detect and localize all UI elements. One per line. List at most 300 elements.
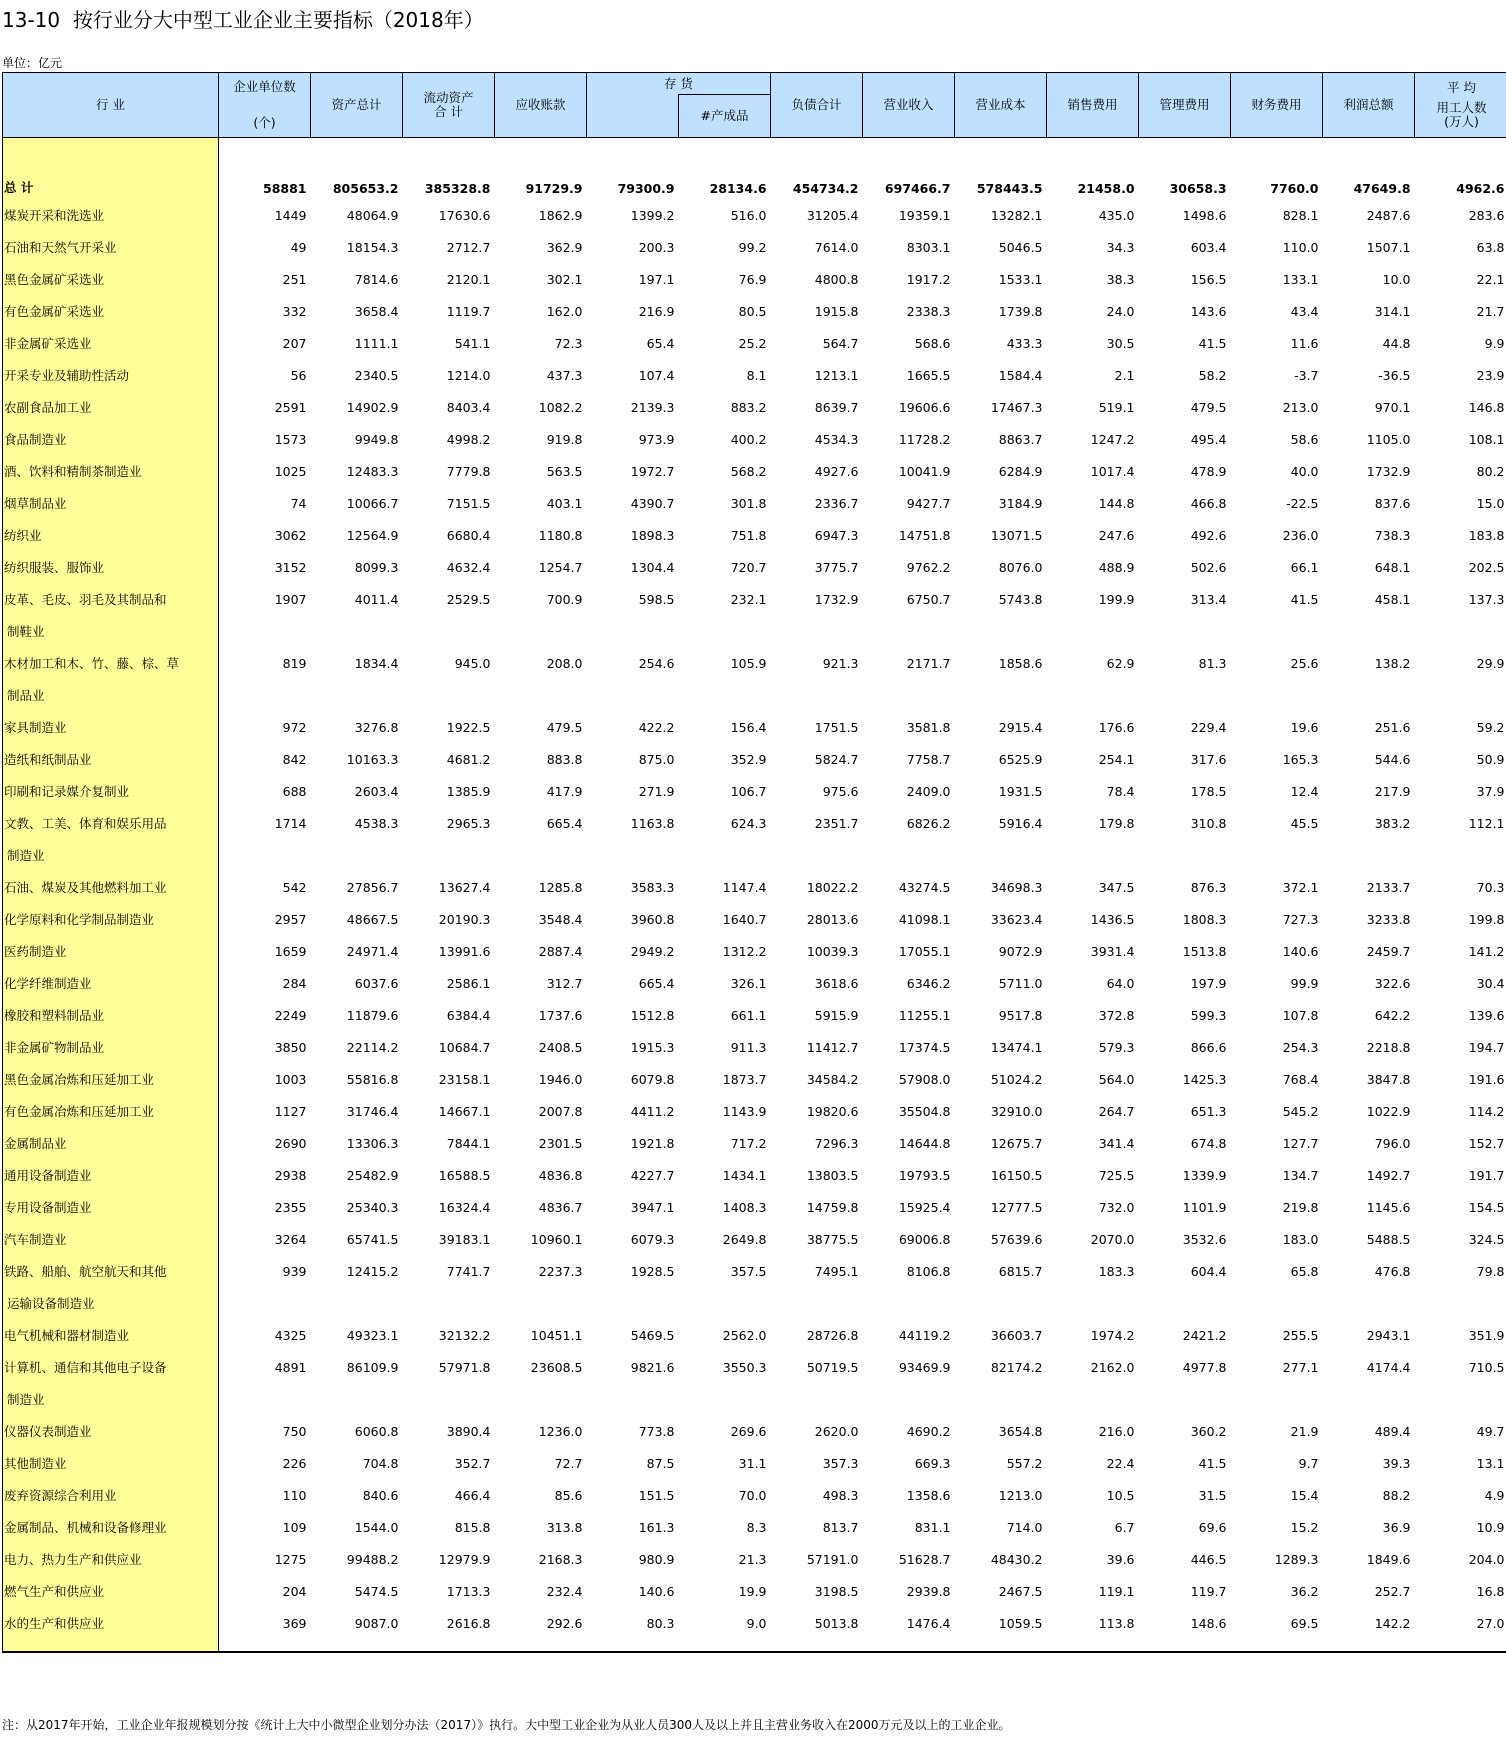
value-cell: 34.3 bbox=[1106, 239, 1135, 255]
value-cell: 2939.8 bbox=[906, 1583, 951, 1599]
value-cell: 3581.8 bbox=[906, 719, 951, 735]
header-liabilities: 负债合计 bbox=[771, 73, 863, 138]
value-cell: 557.2 bbox=[1006, 1455, 1043, 1471]
value-cell: 1163.8 bbox=[630, 815, 675, 831]
value-cell: 1449 bbox=[274, 207, 307, 223]
table-row bbox=[3, 967, 1506, 999]
value-cell: 4325 bbox=[274, 1327, 307, 1343]
value-cell: 2943.1 bbox=[1366, 1327, 1411, 1343]
value-cell: 3947.1 bbox=[630, 1199, 675, 1215]
value-cell: 6060.8 bbox=[354, 1423, 399, 1439]
value-cell: 69.6 bbox=[1198, 1519, 1227, 1535]
table-row bbox=[3, 775, 1506, 807]
empty-cell bbox=[771, 839, 863, 871]
empty-cell bbox=[219, 1639, 311, 1652]
value-cell: 476.8 bbox=[1374, 1263, 1411, 1279]
industry-name: 其他制造业 bbox=[3, 1447, 219, 1479]
value-cell: 277.1 bbox=[1282, 1359, 1319, 1375]
value-cell: 72.7 bbox=[554, 1455, 583, 1471]
empty-cell bbox=[1323, 1639, 1415, 1652]
empty-cell bbox=[1231, 1383, 1323, 1415]
value-cell: 216.0 bbox=[1098, 1423, 1135, 1439]
value-cell: 28726.8 bbox=[806, 1327, 859, 1343]
industry-name: 开采专业及辅助性活动 bbox=[3, 359, 219, 391]
value-cell: 80.3 bbox=[646, 1615, 675, 1631]
value-cell: 2616.8 bbox=[446, 1615, 491, 1631]
value-cell: 2649.8 bbox=[722, 1231, 767, 1247]
value-cell: 3062 bbox=[274, 527, 307, 543]
value-cell: 1713.3 bbox=[446, 1583, 491, 1599]
value-cell: 4174.4 bbox=[1366, 1359, 1411, 1375]
industry-name: 金属制品业 bbox=[3, 1127, 219, 1159]
value-cell: 14751.8 bbox=[898, 527, 951, 543]
industry-name: 酒、饮料和精制茶制造业 bbox=[3, 455, 219, 487]
value-cell: 39.3 bbox=[1382, 1455, 1411, 1471]
value-cell: 14759.8 bbox=[806, 1199, 859, 1215]
value-cell: 15.4 bbox=[1290, 1487, 1319, 1503]
value-cell: 37.9 bbox=[1476, 783, 1505, 799]
empty-cell bbox=[311, 1287, 403, 1319]
value-cell: 45.5 bbox=[1290, 815, 1319, 831]
value-cell: 2408.5 bbox=[538, 1039, 583, 1055]
value-cell: 19793.5 bbox=[898, 1167, 951, 1183]
value-cell: 1059.5 bbox=[998, 1615, 1043, 1631]
value-cell: 1922.5 bbox=[446, 719, 491, 735]
value-cell: 34584.2 bbox=[806, 1071, 859, 1087]
value-cell: 604.4 bbox=[1190, 1263, 1227, 1279]
value-cell: 41.5 bbox=[1198, 335, 1227, 351]
value-cell: 57971.8 bbox=[438, 1359, 491, 1375]
value-cell: 674.8 bbox=[1190, 1135, 1227, 1151]
value-cell: 7614.0 bbox=[814, 239, 859, 255]
value-cell: 79.8 bbox=[1476, 1263, 1505, 1279]
value-cell: 197.1 bbox=[638, 271, 675, 287]
value-cell: 25340.3 bbox=[346, 1199, 399, 1215]
value-cell: 1974.2 bbox=[1090, 1327, 1135, 1343]
value-cell: 19820.6 bbox=[806, 1103, 859, 1119]
value-cell: 2949.2 bbox=[630, 943, 675, 959]
value-cell: 9517.8 bbox=[998, 1007, 1043, 1023]
value-cell: 4927.6 bbox=[814, 463, 859, 479]
industry-name: 电力、热力生产和供应业 bbox=[3, 1543, 219, 1575]
value-cell: 2168.3 bbox=[538, 1551, 583, 1567]
value-cell: 568.6 bbox=[914, 335, 951, 351]
header-assets: 资产总计 bbox=[311, 73, 403, 138]
value-cell: 10.9 bbox=[1476, 1519, 1505, 1535]
value-cell: 921.3 bbox=[822, 655, 859, 671]
value-cell: 7296.3 bbox=[814, 1135, 859, 1151]
value-cell: -3.7 bbox=[1294, 367, 1319, 383]
value-cell: 603.4 bbox=[1190, 239, 1227, 255]
header-units-label: 企业单位数 bbox=[233, 79, 296, 94]
value-cell: 6680.4 bbox=[446, 527, 491, 543]
value-cell: 8106.8 bbox=[906, 1263, 951, 1279]
industry-name: 木材加工和木、竹、藤、棕、草 bbox=[3, 647, 219, 679]
value-cell: 2603.4 bbox=[354, 783, 399, 799]
value-cell: 768.4 bbox=[1282, 1071, 1319, 1087]
value-cell: 114.2 bbox=[1468, 1103, 1505, 1119]
value-cell: 110.0 bbox=[1282, 239, 1319, 255]
value-cell: 322.6 bbox=[1374, 975, 1411, 991]
table-row-continuation bbox=[3, 615, 1506, 647]
value-cell: 197.9 bbox=[1190, 975, 1227, 991]
value-cell: 2139.3 bbox=[630, 399, 675, 415]
value-cell: 661.1 bbox=[730, 1007, 767, 1023]
value-cell: 133.1 bbox=[1282, 271, 1319, 287]
value-cell: 10.0 bbox=[1382, 271, 1411, 287]
value-cell: 162.0 bbox=[546, 303, 583, 319]
value-cell: 208.0 bbox=[546, 655, 583, 671]
value-cell: 624.3 bbox=[730, 815, 767, 831]
table-row-continuation bbox=[3, 1383, 1506, 1415]
value-cell: 43.4 bbox=[1290, 303, 1319, 319]
industry-name: 橡胶和塑料制品业 bbox=[3, 999, 219, 1031]
value-cell: 980.9 bbox=[638, 1551, 675, 1567]
value-cell: 2249 bbox=[274, 1007, 307, 1023]
value-cell: 324.5 bbox=[1468, 1231, 1505, 1247]
value-cell: 38775.5 bbox=[806, 1231, 859, 1247]
value-cell: 72.3 bbox=[554, 335, 583, 351]
header-admin: 管理费用 bbox=[1139, 73, 1231, 138]
value-cell: 142.2 bbox=[1374, 1615, 1411, 1631]
value-cell: 55816.8 bbox=[346, 1071, 399, 1087]
value-cell: 579.3 bbox=[1098, 1039, 1135, 1055]
table-row bbox=[3, 138, 1506, 200]
value-cell: 80.5 bbox=[738, 303, 767, 319]
value-cell: 1640.7 bbox=[722, 911, 767, 927]
value-cell: 3152 bbox=[274, 559, 307, 575]
header-current-assets bbox=[403, 73, 495, 138]
value-cell: 725.5 bbox=[1098, 1167, 1135, 1183]
empty-cell bbox=[1323, 615, 1415, 647]
value-cell: 99.9 bbox=[1290, 975, 1319, 991]
value-cell: 1213.0 bbox=[998, 1487, 1043, 1503]
value-cell: 1862.9 bbox=[538, 207, 583, 223]
value-cell: 3198.5 bbox=[814, 1583, 859, 1599]
value-cell: 27856.7 bbox=[346, 879, 399, 895]
table-row bbox=[3, 1319, 1506, 1351]
value-cell: 360.2 bbox=[1190, 1423, 1227, 1439]
value-cell: 1931.5 bbox=[998, 783, 1043, 799]
value-cell: 200.3 bbox=[638, 239, 675, 255]
value-cell: 57908.0 bbox=[898, 1071, 951, 1087]
value-cell: 972 bbox=[282, 719, 307, 735]
empty-cell bbox=[1323, 679, 1415, 711]
value-cell: 14644.8 bbox=[898, 1135, 951, 1151]
value-cell: 326.1 bbox=[730, 975, 767, 991]
value-cell: 1808.3 bbox=[1182, 911, 1227, 927]
industry-name: 家具制造业 bbox=[3, 711, 219, 743]
value-cell: 10039.3 bbox=[806, 943, 859, 959]
value-cell: 1180.8 bbox=[538, 527, 583, 543]
value-cell: 5046.5 bbox=[998, 239, 1043, 255]
empty-cell bbox=[863, 1383, 955, 1415]
value-cell: 876.3 bbox=[1190, 879, 1227, 895]
value-cell: 495.4 bbox=[1190, 431, 1227, 447]
value-cell: 1915.8 bbox=[814, 303, 859, 319]
value-cell: 7760.0 bbox=[1270, 181, 1319, 196]
value-cell: 81.3 bbox=[1198, 655, 1227, 671]
value-cell: 1972.7 bbox=[630, 463, 675, 479]
value-cell: 82174.2 bbox=[990, 1359, 1043, 1375]
value-cell: 219.8 bbox=[1282, 1199, 1319, 1215]
value-cell: 4962.6 bbox=[1456, 181, 1505, 196]
value-cell: 1584.4 bbox=[998, 367, 1043, 383]
value-cell: 3583.3 bbox=[630, 879, 675, 895]
value-cell: 25.6 bbox=[1290, 655, 1319, 671]
empty-cell bbox=[219, 679, 311, 711]
value-cell: 2218.8 bbox=[1366, 1039, 1411, 1055]
value-cell: 9.7 bbox=[1298, 1455, 1319, 1471]
value-cell: 140.6 bbox=[638, 1583, 675, 1599]
value-cell: 31.1 bbox=[738, 1455, 767, 1471]
value-cell: 32910.0 bbox=[990, 1103, 1043, 1119]
value-cell: 40.0 bbox=[1290, 463, 1319, 479]
value-cell: 1127 bbox=[274, 1103, 307, 1119]
value-cell: 11728.2 bbox=[898, 431, 951, 447]
value-cell: 714.0 bbox=[1006, 1519, 1043, 1535]
empty-cell bbox=[1047, 679, 1139, 711]
value-cell: 2336.7 bbox=[814, 495, 859, 511]
value-cell: 105.9 bbox=[730, 655, 767, 671]
value-cell: 883.2 bbox=[730, 399, 767, 415]
value-cell: 3264 bbox=[274, 1231, 307, 1247]
empty-cell bbox=[1047, 1639, 1139, 1652]
value-cell: 6.7 bbox=[1114, 1519, 1135, 1535]
value-cell: 5743.8 bbox=[998, 591, 1043, 607]
value-cell: 372.1 bbox=[1282, 879, 1319, 895]
table-row bbox=[3, 1127, 1506, 1159]
empty-cell bbox=[1139, 1639, 1231, 1652]
value-cell: 58.2 bbox=[1198, 367, 1227, 383]
value-cell: 8.1 bbox=[746, 367, 767, 383]
value-cell: 383.2 bbox=[1374, 815, 1411, 831]
value-cell: 23158.1 bbox=[438, 1071, 491, 1087]
table-row bbox=[3, 1511, 1506, 1543]
value-cell: 1385.9 bbox=[446, 783, 491, 799]
value-cell: 199.8 bbox=[1468, 911, 1505, 927]
empty-cell bbox=[587, 679, 679, 711]
empty-cell bbox=[495, 1287, 587, 1319]
industry-name: 黑色金属冶炼和压延加工业 bbox=[3, 1063, 219, 1095]
industry-name: 印刷和记录媒介复制业 bbox=[3, 775, 219, 807]
value-cell: 2007.8 bbox=[538, 1103, 583, 1119]
value-cell: 665.4 bbox=[638, 975, 675, 991]
value-cell: 2887.4 bbox=[538, 943, 583, 959]
value-cell: 13.1 bbox=[1476, 1455, 1505, 1471]
value-cell: 21458.0 bbox=[1077, 181, 1135, 196]
value-cell: 8863.7 bbox=[998, 431, 1043, 447]
value-cell: 1917.2 bbox=[906, 271, 951, 287]
value-cell: 6826.2 bbox=[906, 815, 951, 831]
value-cell: 2301.5 bbox=[538, 1135, 583, 1151]
industry-name: 烟草制品业 bbox=[3, 487, 219, 519]
value-cell: 23.9 bbox=[1476, 367, 1505, 383]
industry-name-continuation: 制鞋业 bbox=[3, 615, 219, 647]
empty-cell bbox=[403, 615, 495, 647]
value-cell: 1512.8 bbox=[630, 1007, 675, 1023]
value-cell: 314.1 bbox=[1374, 303, 1411, 319]
empty-cell bbox=[587, 839, 679, 871]
empty-cell bbox=[1231, 679, 1323, 711]
value-cell: 3550.3 bbox=[722, 1359, 767, 1375]
value-cell: 479.5 bbox=[546, 719, 583, 735]
value-cell: 232.4 bbox=[546, 1583, 583, 1599]
value-cell: 78.4 bbox=[1106, 783, 1135, 799]
industry-name: 食品制造业 bbox=[3, 423, 219, 455]
value-cell: 8403.4 bbox=[446, 399, 491, 415]
value-cell: 2938 bbox=[274, 1167, 307, 1183]
empty-cell bbox=[771, 1287, 863, 1319]
value-cell: 58881 bbox=[263, 181, 307, 196]
empty-cell bbox=[863, 839, 955, 871]
value-cell: 4538.3 bbox=[354, 815, 399, 831]
value-cell: 651.3 bbox=[1190, 1103, 1227, 1119]
industry-name: 煤炭开采和洗选业 bbox=[3, 199, 219, 231]
value-cell: 178.5 bbox=[1190, 783, 1227, 799]
value-cell: 127.7 bbox=[1282, 1135, 1319, 1151]
value-cell: 47649.8 bbox=[1353, 181, 1411, 196]
table-body bbox=[3, 138, 1506, 1653]
value-cell: 191.6 bbox=[1468, 1071, 1505, 1087]
value-cell: 1312.2 bbox=[722, 943, 767, 959]
value-cell: 1714 bbox=[274, 815, 307, 831]
value-cell: 191.7 bbox=[1468, 1167, 1505, 1183]
value-cell: 1732.9 bbox=[814, 591, 859, 607]
value-cell: 10960.1 bbox=[530, 1231, 583, 1247]
value-cell: 446.5 bbox=[1190, 1551, 1227, 1567]
value-cell: 837.6 bbox=[1374, 495, 1411, 511]
value-cell: 144.8 bbox=[1098, 495, 1135, 511]
value-cell: 57191.0 bbox=[806, 1551, 859, 1567]
header-current-assets-line2: 合 计 bbox=[434, 104, 463, 119]
value-cell: 2237.3 bbox=[538, 1263, 583, 1279]
value-cell: 183.3 bbox=[1098, 1263, 1135, 1279]
value-cell: 11255.1 bbox=[898, 1007, 951, 1023]
value-cell: 1025 bbox=[274, 463, 307, 479]
value-cell: 564.0 bbox=[1098, 1071, 1135, 1087]
empty-cell bbox=[1323, 1287, 1415, 1319]
empty-cell bbox=[955, 1639, 1047, 1652]
value-cell: 352.7 bbox=[454, 1455, 491, 1471]
value-cell: 1915.3 bbox=[630, 1039, 675, 1055]
value-cell: 19606.6 bbox=[898, 399, 951, 415]
value-cell: 7844.1 bbox=[446, 1135, 491, 1151]
value-cell: 313.4 bbox=[1190, 591, 1227, 607]
value-cell: 1921.8 bbox=[630, 1135, 675, 1151]
value-cell: 4836.8 bbox=[538, 1167, 583, 1183]
empty-cell bbox=[771, 1639, 863, 1652]
industry-name: 金属制品、机械和设备修理业 bbox=[3, 1511, 219, 1543]
value-cell: 347.5 bbox=[1098, 879, 1135, 895]
value-cell: 4800.8 bbox=[814, 271, 859, 287]
value-cell: 8.3 bbox=[746, 1519, 767, 1535]
value-cell: 11879.6 bbox=[346, 1007, 399, 1023]
value-cell: 1873.7 bbox=[722, 1071, 767, 1087]
header-workers-line1: 平 均 bbox=[1447, 80, 1476, 95]
value-cell: 271.9 bbox=[638, 783, 675, 799]
value-cell: 1254.7 bbox=[538, 559, 583, 575]
value-cell: 85.6 bbox=[554, 1487, 583, 1503]
empty-cell bbox=[219, 1383, 311, 1415]
value-cell: 1907 bbox=[274, 591, 307, 607]
value-cell: 13991.6 bbox=[438, 943, 491, 959]
empty-cell bbox=[495, 679, 587, 711]
value-cell: 70.0 bbox=[738, 1487, 767, 1503]
value-cell: 1492.7 bbox=[1366, 1167, 1411, 1183]
value-cell: 840.6 bbox=[362, 1487, 399, 1503]
value-cell: 251.6 bbox=[1374, 719, 1411, 735]
value-cell: 51628.7 bbox=[898, 1551, 951, 1567]
value-cell: 139.6 bbox=[1468, 1007, 1505, 1023]
value-cell: 50.9 bbox=[1476, 751, 1505, 767]
empty-cell bbox=[587, 615, 679, 647]
value-cell: 106.7 bbox=[730, 783, 767, 799]
value-cell: 22114.2 bbox=[346, 1039, 399, 1055]
industry-name: 非金属矿物制品业 bbox=[3, 1031, 219, 1063]
value-cell: 1751.5 bbox=[814, 719, 859, 735]
value-cell: 24.0 bbox=[1106, 303, 1135, 319]
value-cell: 119.1 bbox=[1098, 1583, 1135, 1599]
value-cell: 351.9 bbox=[1468, 1327, 1505, 1343]
empty-cell bbox=[403, 1287, 495, 1319]
value-cell: 437.3 bbox=[546, 367, 583, 383]
header-selling: 销售费用 bbox=[1047, 73, 1139, 138]
table-row-continuation bbox=[3, 839, 1506, 871]
value-cell: 563.5 bbox=[546, 463, 583, 479]
value-cell: 3548.4 bbox=[538, 911, 583, 927]
value-cell: 1436.5 bbox=[1090, 911, 1135, 927]
value-cell: 2351.7 bbox=[814, 815, 859, 831]
value-cell: 1105.0 bbox=[1366, 431, 1411, 447]
value-cell: 1143.9 bbox=[722, 1103, 767, 1119]
value-cell: 369 bbox=[282, 1615, 307, 1631]
value-cell: 1358.6 bbox=[906, 1487, 951, 1503]
value-cell: 598.5 bbox=[638, 591, 675, 607]
value-cell: 119.7 bbox=[1190, 1583, 1227, 1599]
value-cell: 7779.8 bbox=[446, 463, 491, 479]
value-cell: 1434.1 bbox=[722, 1167, 767, 1183]
value-cell: 9821.6 bbox=[630, 1359, 675, 1375]
table-row bbox=[3, 935, 1506, 967]
value-cell: 25.2 bbox=[738, 335, 767, 351]
value-cell: 99.2 bbox=[738, 239, 767, 255]
value-cell: 108.1 bbox=[1468, 431, 1505, 447]
empty-cell bbox=[311, 1383, 403, 1415]
value-cell: 6815.7 bbox=[998, 1263, 1043, 1279]
value-cell: 819 bbox=[282, 655, 307, 671]
industry-name: 计算机、通信和其他电子设备 bbox=[3, 1351, 219, 1383]
value-cell: 466.8 bbox=[1190, 495, 1227, 511]
value-cell: 433.3 bbox=[1006, 335, 1043, 351]
industry-name: 造纸和纸制品业 bbox=[3, 743, 219, 775]
value-cell: 357.5 bbox=[730, 1263, 767, 1279]
value-cell: 751.8 bbox=[730, 527, 767, 543]
empty-cell bbox=[311, 679, 403, 711]
value-cell: 6037.6 bbox=[354, 975, 399, 991]
empty-cell bbox=[1139, 1287, 1231, 1319]
value-cell: 422.2 bbox=[638, 719, 675, 735]
value-cell: 301.8 bbox=[730, 495, 767, 511]
empty-cell bbox=[771, 1383, 863, 1415]
value-cell: 49.7 bbox=[1476, 1423, 1505, 1439]
industry-name: 皮革、毛皮、羽毛及其制品和 bbox=[3, 583, 219, 615]
empty-cell bbox=[311, 1639, 403, 1652]
table-row bbox=[3, 391, 1506, 423]
value-cell: 973.9 bbox=[638, 431, 675, 447]
value-cell: 202.5 bbox=[1468, 559, 1505, 575]
value-cell: 38.3 bbox=[1106, 271, 1135, 287]
